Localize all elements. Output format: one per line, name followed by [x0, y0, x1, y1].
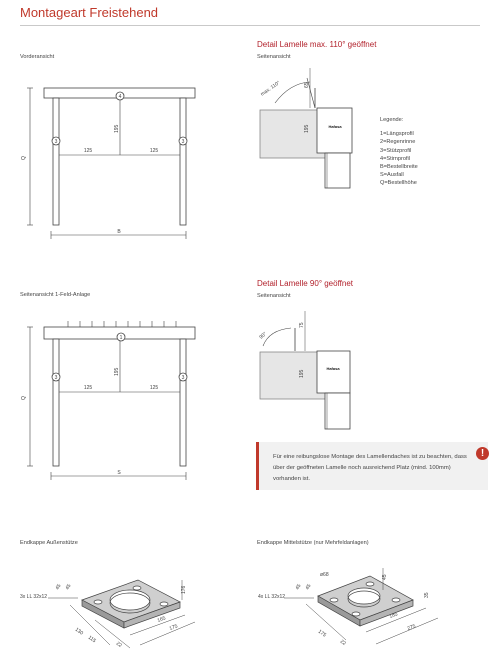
- legend-title: Legende:: [380, 117, 404, 123]
- legend-item: S=Ausfall: [380, 172, 404, 179]
- dim-125-right: 125: [149, 385, 159, 391]
- legend-item: 3=Stützprofil: [380, 147, 412, 154]
- legend-item: 1=Längsprofil: [380, 131, 414, 138]
- dim: 35: [424, 592, 430, 598]
- page-title: Montageart Freistehend: [20, 5, 159, 20]
- legend-item: 4=Stirnprofil: [380, 155, 411, 162]
- detail90-sub: Seitenansicht: [257, 293, 291, 299]
- endkappe-aussen-label: Endkappe Außenstütze: [20, 540, 78, 546]
- dim: 185: [388, 611, 399, 620]
- dim: 175: [316, 628, 328, 639]
- dim: 175: [168, 623, 179, 632]
- detail110-sub: Seitenansicht: [257, 54, 291, 60]
- dim-s: S: [117, 470, 121, 476]
- detail110-heading: Detail Lamelle max. 110° geöffnet: [257, 40, 377, 49]
- detail110-drawing: [255, 68, 365, 193]
- marker-left: 3: [54, 375, 58, 381]
- dim: 45: [54, 583, 63, 591]
- callout-1: 1: [119, 335, 123, 341]
- notice-text: Für eine reibungslose Montage des Lamellendaches ist zu beachten, dass über der geöffneten Lamelle noch ausreichend Platz (mind. 100mm) vorhanden ist.: [273, 454, 467, 482]
- seitenansicht-label: Seitenansicht 1-Feld-Anlage: [20, 292, 91, 298]
- dim-195: 195: [114, 124, 120, 133]
- marker-left: 3: [54, 139, 58, 145]
- endkappe-mittel-drawing: [258, 560, 458, 660]
- notice-accent: [256, 442, 259, 490]
- dim-125-left: 125: [83, 148, 93, 154]
- dim: 130: [73, 626, 85, 637]
- dim-125-left: 125: [83, 385, 93, 391]
- dim: 176: [181, 585, 187, 594]
- dim: 115: [86, 634, 97, 645]
- dim: 45: [304, 583, 313, 591]
- dim: 45: [294, 583, 303, 591]
- dim: 45: [64, 583, 73, 591]
- detail90-dim195: 195: [299, 369, 305, 378]
- detail110-angle: max. 110°: [259, 79, 282, 98]
- legend-item: 2=Regenrinne: [380, 139, 416, 146]
- dim-q: Q: [21, 156, 27, 160]
- legend-item: Q=Bestellhöhe: [380, 180, 417, 187]
- vorderansicht-drawing: [20, 75, 235, 245]
- detail110-dim195: 195: [304, 124, 310, 133]
- warning-icon: !: [476, 447, 489, 460]
- callout-4: 4: [118, 94, 122, 100]
- detail110-dim65: 65: [304, 82, 310, 88]
- dim: 45: [382, 574, 388, 580]
- dim-125-right: 125: [149, 148, 159, 154]
- dim: 22: [338, 638, 347, 647]
- marker-right: 3: [181, 139, 185, 145]
- endkappe-mittel-label: Endkappe Mittelstütze (nur Mehrfeldanlagen): [257, 540, 369, 546]
- detail90-heading: Detail Lamelle 90° geöffnet: [257, 279, 354, 288]
- detail90-dim75: 75: [299, 322, 305, 328]
- detail90-angle: 90°: [258, 331, 269, 341]
- endkappe-aussen-ll: 3x LL 32x12: [20, 594, 48, 600]
- legend-item: B=Bestellbreite: [380, 164, 418, 171]
- legend: [380, 116, 418, 188]
- dim-diameter: ø68: [320, 572, 329, 578]
- dim-195: 195: [114, 367, 120, 376]
- seitenansicht-drawing: [20, 316, 235, 486]
- dim: 275: [406, 623, 417, 632]
- dim: 22: [114, 640, 123, 649]
- endkappe-aussen-drawing: [20, 560, 220, 660]
- detail110-brand: Hafasa: [328, 124, 342, 129]
- title-divider: [20, 25, 480, 26]
- dim-q: Q: [21, 396, 27, 400]
- dim: 165: [156, 615, 167, 624]
- marker-right: 3: [181, 375, 185, 381]
- vorderansicht-label: Vorderansicht: [20, 54, 55, 60]
- detail90-drawing: [255, 306, 365, 431]
- detail90-brand: Hafasa: [326, 366, 340, 371]
- dim-b: B: [117, 229, 121, 235]
- endkappe-mittel-ll: 4x LL 32x12: [258, 594, 286, 600]
